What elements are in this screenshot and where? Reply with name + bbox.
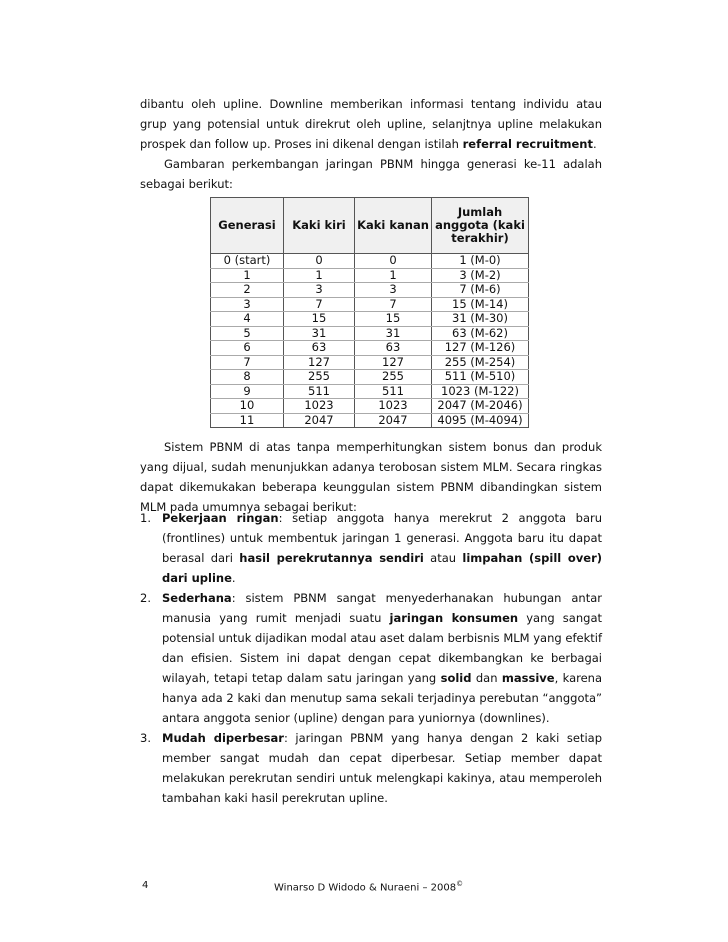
table-cell: 31 xyxy=(284,326,355,341)
paragraph-table-intro: Gambaran perkembangan jaringan PBNM hingga generasi ke-11 adalah sebagai berikut: xyxy=(140,157,602,191)
table-row xyxy=(211,341,529,356)
table-row xyxy=(211,254,529,269)
table-cell: 11 xyxy=(211,413,284,428)
table-row xyxy=(211,297,529,312)
table-cell: 1023 xyxy=(355,399,432,414)
table-cell: 10 xyxy=(211,399,284,414)
table-cell: 7 xyxy=(211,355,284,370)
footer-credit: Winarso D Widodo & Nuraeni – 2008© xyxy=(274,880,464,894)
table-cell: 7 (M-6) xyxy=(432,283,529,298)
table-cell: 255 xyxy=(355,370,432,385)
table-row xyxy=(211,370,529,385)
table-cell: 15 xyxy=(355,312,432,327)
paragraph-advantages-intro: Sistem PBNM di atas tanpa memperhitungkan sistem bonus dan produk yang dijual, sudah menunjukkan adanya terobosan sistem MLM. Secara ringkas dapat dikemukakan beberapa keunggulan sistem PBNM dibandingkan sistem MLM pada umumnya sebagai berikut: xyxy=(140,440,602,514)
table-cell: 0 xyxy=(355,254,432,269)
table-cell: 511 (M-510) xyxy=(432,370,529,385)
table-cell: 0 xyxy=(284,254,355,269)
table-cell: 255 xyxy=(284,370,355,385)
table-row xyxy=(211,283,529,298)
table-cell: 15 xyxy=(284,312,355,327)
table-cell: 9 xyxy=(211,384,284,399)
table-cell: 127 (M-126) xyxy=(432,341,529,356)
table-cell: 1 xyxy=(355,268,432,283)
header-jumlah-anggota: Jumlah anggota (kaki terakhir) xyxy=(432,198,529,254)
table-cell: 6 xyxy=(211,341,284,356)
table-cell: 2047 xyxy=(355,413,432,428)
table-cell: 4 xyxy=(211,312,284,327)
list-item: 3. Mudah diperbesar: jaringan PBNM yang hanya dengan 2 kaki setiap member sangat mudah dan cepat diperbesar. Setiap member dapat melakukan perekrutan sendiri untuk melengkapi kakinya, atau memperoleh tambahan kaki hasil perekrutan upline. xyxy=(140,731,602,805)
table-cell: 2047 (M-2046) xyxy=(432,399,529,414)
header-kaki-kanan: Kaki kanan xyxy=(355,198,432,254)
header-kaki-kiri: Kaki kiri xyxy=(284,198,355,254)
table-cell: 1 xyxy=(284,268,355,283)
table-cell: 511 xyxy=(284,384,355,399)
table-cell: 5 xyxy=(211,326,284,341)
table-cell: 3 xyxy=(211,297,284,312)
table-row xyxy=(211,413,529,428)
table-row xyxy=(211,312,529,327)
table-cell: 127 xyxy=(284,355,355,370)
list-item: 1. Pekerjaan ringan: setiap anggota hanya merekrut 2 anggota baru (frontlines) untuk membentuk jaringan 1 generasi. Anggota baru itu dapat berasal dari hasil perekrutannya sendiri atau limpahan (spill over) dari upline. xyxy=(140,511,603,585)
table-cell: 511 xyxy=(355,384,432,399)
table-cell: 3 xyxy=(284,283,355,298)
table-cell: 63 (M-62) xyxy=(432,326,529,341)
table-cell: 31 xyxy=(355,326,432,341)
table-cell: 127 xyxy=(355,355,432,370)
copyright-mark: © xyxy=(456,880,464,888)
table-cell: 1023 xyxy=(284,399,355,414)
table-row xyxy=(211,355,529,370)
table-cell: 1023 (M-122) xyxy=(432,384,529,399)
list-item: 2. Sederhana: sistem PBNM sangat menyederhanakan hubungan antar manusia yang rumit menjadi suatu jaringan konsumen yang sangat potensial untuk dijadikan modal atau aset dalam berbisnis MLM yang efektif dan efisien. Sistem ini dapat dengan cepat dikembangkan ke berbagai wilayah, tetapi tetap dalam satu jaringan yang solid dan massive, karena hanya ada 2 kaki dan menutup sama sekali terjadinya perebutan “anggota” antara anggota senior (upline) dengan para yuniornya (downlines). xyxy=(140,591,602,725)
table-cell: 0 (start) xyxy=(211,254,284,269)
generation-table xyxy=(210,197,529,428)
table-cell: 4095 (M-4094) xyxy=(432,413,529,428)
table-cell: 63 xyxy=(284,341,355,356)
table-cell: 15 (M-14) xyxy=(432,297,529,312)
table-cell: 1 xyxy=(211,268,284,283)
advantages-list xyxy=(140,508,602,808)
table-cell: 7 xyxy=(284,297,355,312)
table-row xyxy=(211,384,529,399)
page-number: 4 xyxy=(142,880,149,891)
paragraph-referral: dibantu oleh upline. Downline memberikan informasi tentang individu atau grup yang potensial untuk direkrut oleh upline, selanjtnya upline melakukan prospek dan follow up. Proses ini dikenal dengan istilah referral recruitment. xyxy=(140,97,602,151)
table-cell: 8 xyxy=(211,370,284,385)
table-row xyxy=(211,399,529,414)
table-cell: 2 xyxy=(211,283,284,298)
table-cell: 255 (M-254) xyxy=(432,355,529,370)
table-cell: 3 (M-2) xyxy=(432,268,529,283)
table-cell: 3 xyxy=(355,283,432,298)
table-cell: 31 (M-30) xyxy=(432,312,529,327)
header-generasi: Generasi xyxy=(211,198,284,254)
table-cell: 1 (M-0) xyxy=(432,254,529,269)
table-row xyxy=(211,268,529,283)
table-cell: 63 xyxy=(355,341,432,356)
table-row xyxy=(211,326,529,341)
table-cell: 7 xyxy=(355,297,432,312)
table-cell: 2047 xyxy=(284,413,355,428)
